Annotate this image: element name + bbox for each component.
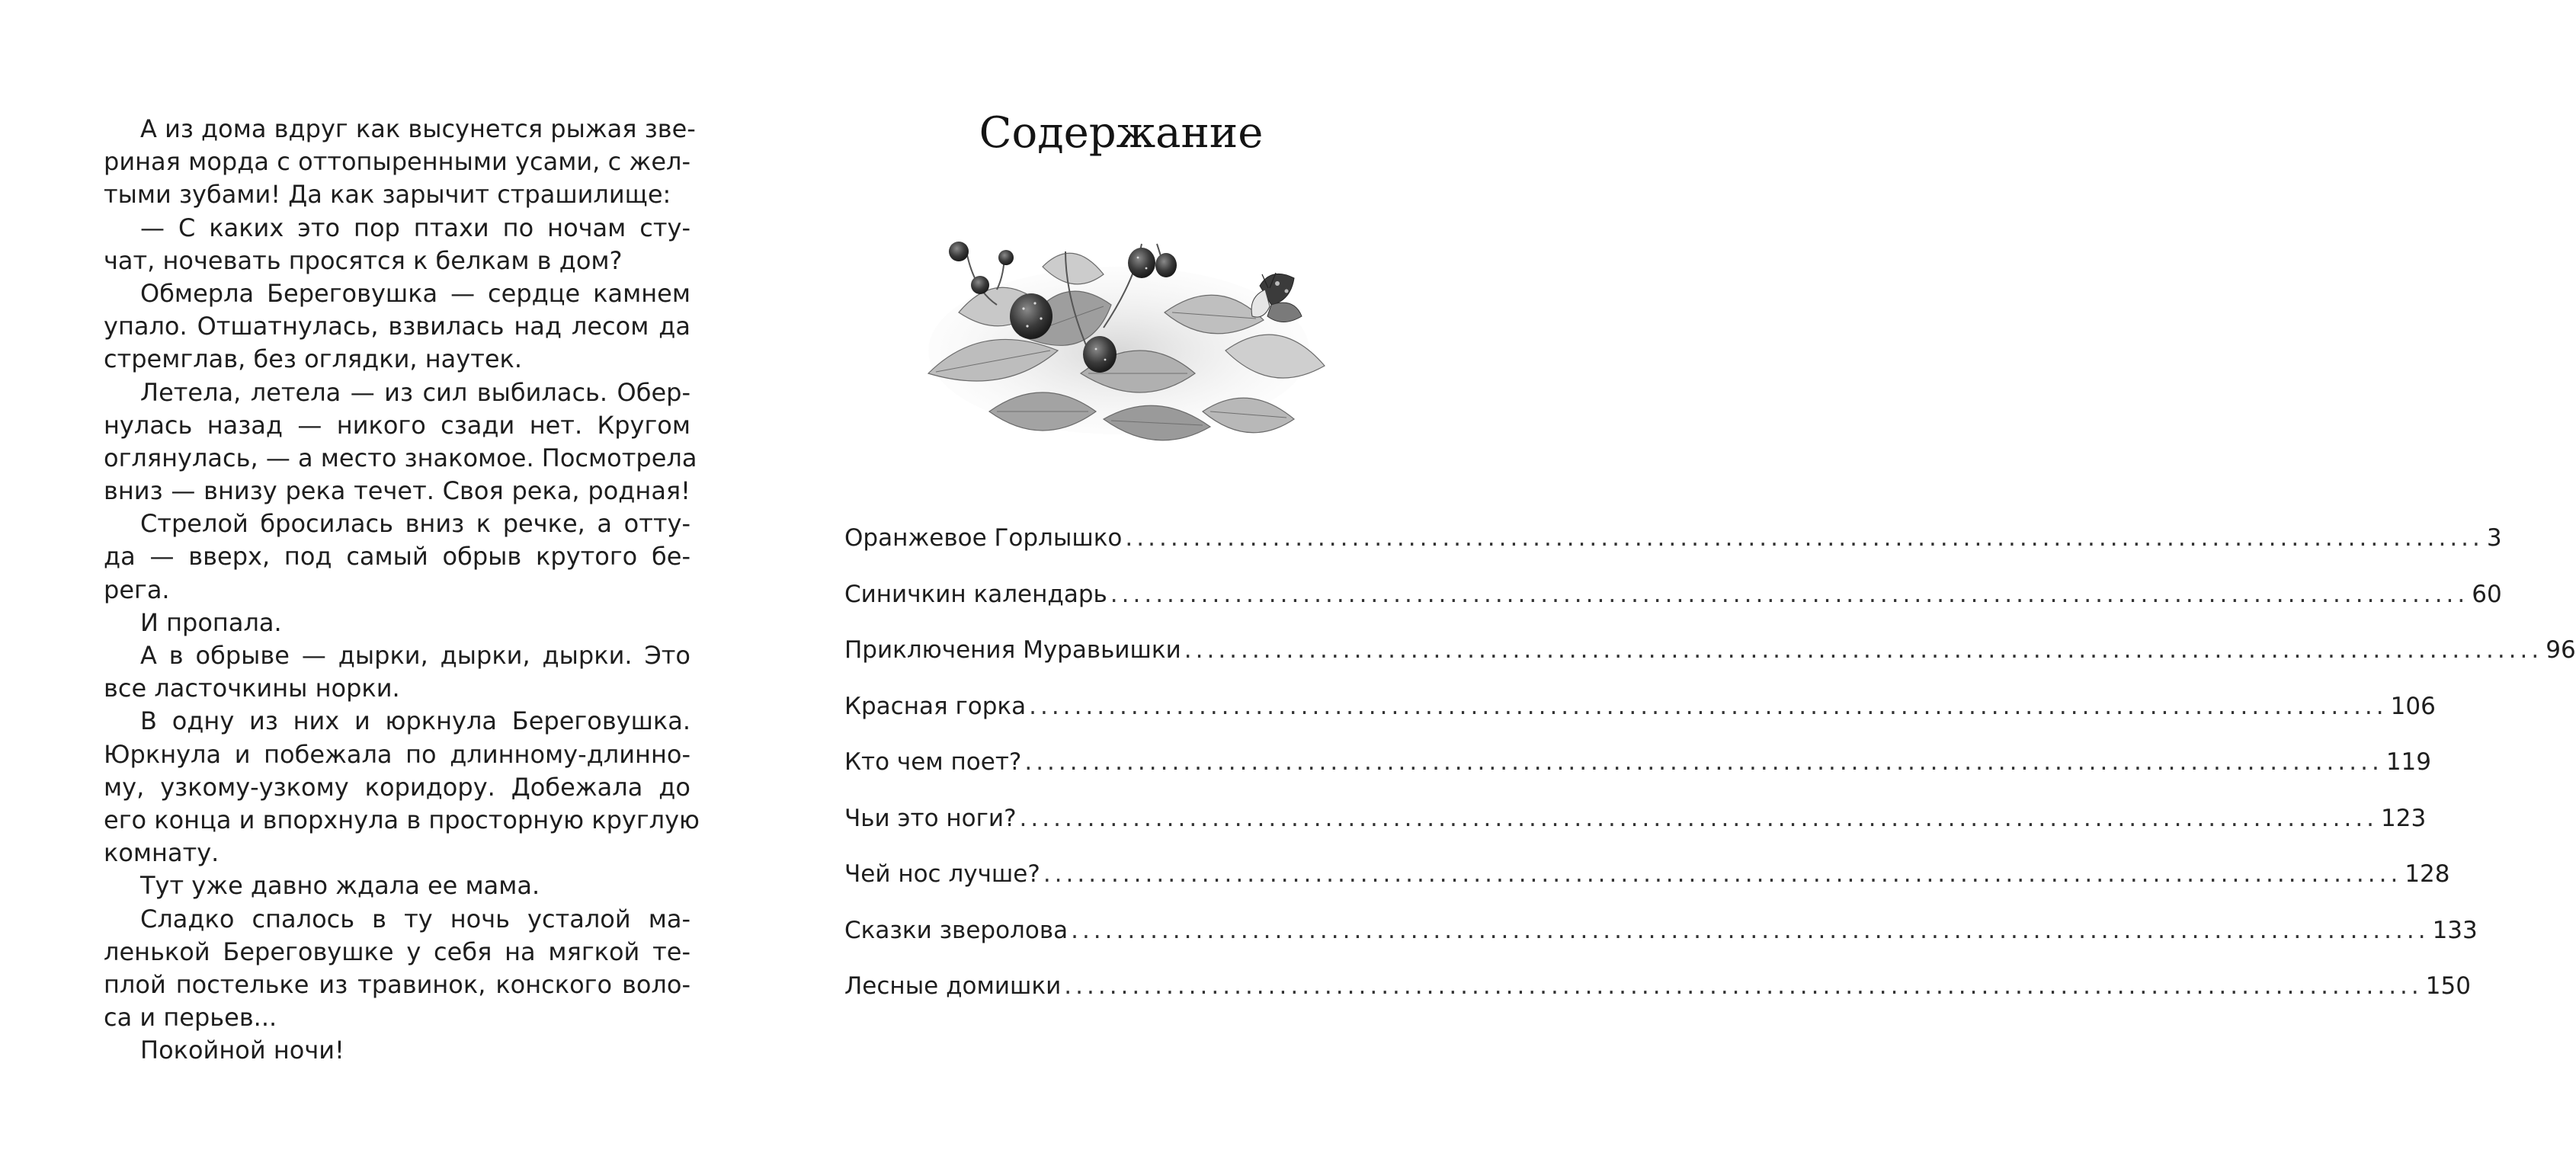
page-title: Содержание — [979, 108, 1264, 158]
toc-entry-title: Красная горка — [844, 692, 1027, 720]
toc-entry-title: Приключения Муравьишки — [844, 636, 1181, 664]
toc-entry-page: 119 — [2385, 748, 2431, 776]
text-line: риная морда с оттопыренными усами, с жел- — [104, 147, 690, 177]
text-line: са и перьев... — [104, 1003, 277, 1033]
toc-entry-page: 106 — [2390, 692, 2436, 720]
text-line: И пропала. — [140, 607, 282, 637]
toc-entry[interactable] — [844, 903, 2478, 959]
toc-dot-leader: ........................................................................................................................ — [1024, 748, 2383, 776]
toc-entry-page: 96 — [2546, 636, 2576, 664]
toc-entry[interactable] — [844, 567, 2502, 623]
toc-entry-title: Оранжевое Горлышко — [844, 524, 1123, 552]
text-line: Сладко спалось в ту ночь усталой ма- — [140, 904, 690, 933]
text-line: Юркнула и побежала по длинному-длинно- — [104, 739, 690, 769]
toc-entry-title: Чей нос лучше? — [844, 860, 1040, 888]
toc-entry[interactable] — [844, 623, 2576, 679]
toc-entry[interactable] — [844, 511, 2502, 567]
text-line: — С каких это пор птахи по ночам сту- — [140, 213, 690, 242]
text-line: рега. — [104, 575, 170, 604]
toc-dot-leader: ........................................................................................................................ — [1029, 692, 2388, 720]
text-line: стремглав, без оглядки, наутек. — [104, 344, 523, 374]
toc-dot-leader: ........................................................................................................................ — [1071, 916, 2430, 944]
toc-entry[interactable] — [844, 847, 2450, 903]
text-line: все ласточкины норки. — [104, 674, 400, 703]
text-line: А в обрыве — дырки, дырки, дырки. Это — [140, 641, 690, 670]
text-line: Тут уже давно ждала ее мама. — [140, 871, 540, 901]
text-line: упало. Отшатнулась, взвилась над лесом да — [104, 312, 690, 341]
toc-entry[interactable] — [844, 735, 2431, 791]
butterfly-icon — [1251, 273, 1302, 322]
text-line: Обмерла Береговушка — сердце камнем — [140, 278, 690, 308]
text-line: комнату. — [104, 838, 219, 868]
strawberry-illustration — [913, 221, 1340, 465]
toc-entry[interactable] — [844, 959, 2471, 1015]
text-line: его конца и впорхнула в просторную круглую — [104, 805, 700, 834]
toc-dot-leader: ........................................................................................................................ — [1064, 972, 2423, 1000]
text-line: му, узкому-узкому коридору. Добежала до — [104, 772, 690, 802]
text-line: В одну из них и юркнула Береговушка. — [140, 706, 690, 736]
toc-entry-page: 3 — [2486, 524, 2502, 552]
toc-entry-title: Синичкин календарь — [844, 580, 1107, 608]
text-line: плой постельке из травинок, конского воло- — [104, 969, 690, 999]
text-line: нулась назад — никого сзади нет. Кругом — [104, 410, 690, 440]
toc-entry-title: Лесные домишки — [844, 972, 1062, 1000]
toc-entry-page: 150 — [2425, 972, 2471, 1000]
text-line: Покойной ночи! — [140, 1036, 344, 1065]
toc-entry-title: Чьи это ноги? — [844, 804, 1017, 832]
toc-dot-leader: ........................................................................................................................ — [1043, 860, 2402, 888]
toc-dot-leader: ........................................................................................................................ — [1110, 580, 2469, 608]
toc-dot-leader: ........................................................................................................................ — [1125, 524, 2484, 552]
text-line: чат, ночевать просятся к белкам в дом? — [104, 245, 623, 275]
toc-entry-page: 133 — [2432, 916, 2478, 944]
text-line: ленькой Береговушке у себя на мягкой те- — [104, 937, 690, 966]
toc-entry[interactable] — [844, 679, 2436, 735]
toc-entry-title: Сказки зверолова — [844, 916, 1069, 944]
toc-entry-page: 60 — [2472, 580, 2502, 608]
toc-entry[interactable] — [844, 791, 2427, 847]
text-line: тыми зубами! Да как зарычит страшилище: — [104, 180, 671, 210]
toc-entry-page: 123 — [2381, 804, 2427, 832]
toc-entry-title: Кто чем поет? — [844, 748, 1022, 776]
table-of-contents — [844, 511, 2576, 1015]
left-page-text — [104, 113, 700, 1067]
toc-dot-leader: ........................................................................................................................ — [1019, 804, 2379, 832]
text-line: Стрелой бросилась вниз к речке, а отту- — [140, 509, 690, 539]
toc-entry-page: 128 — [2405, 860, 2450, 888]
text-line: оглянулась, — а место знакомое. Посмотрела — [104, 443, 697, 472]
text-line: Летела, летела — из сил выбилась. Обер- — [140, 377, 690, 407]
toc-dot-leader: ........................................................................................................................ — [1184, 636, 2543, 664]
text-line: вниз — внизу река течет. Своя река, родная! — [104, 476, 690, 506]
text-line: А из дома вдруг как высунется рыжая зве- — [140, 114, 696, 143]
text-line: да — вверх, под самый обрыв крутого бе- — [104, 542, 690, 572]
